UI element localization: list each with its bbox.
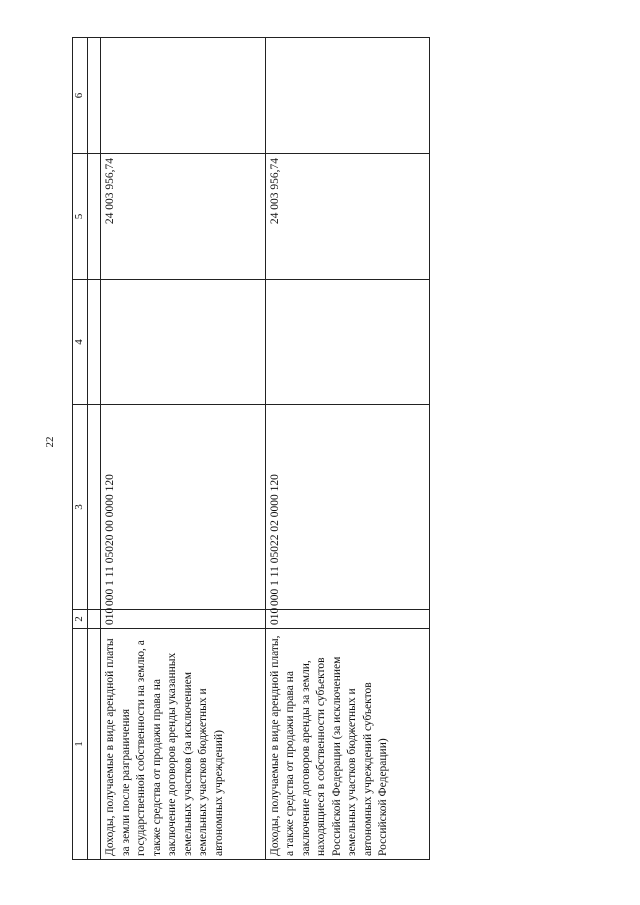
column-header-6: 6 [73, 38, 88, 154]
row-amount: 24 003 956,74 [101, 154, 266, 280]
row-budget-code: 000 1 11 05022 02 0000 120 [265, 405, 430, 610]
row-line-code: 010 [265, 610, 430, 629]
spacer-cell [88, 405, 101, 610]
report-table-wrapper [72, 38, 430, 860]
spacer-row [88, 38, 101, 860]
table-row [101, 38, 266, 860]
row-name: Доходы, получаемые в виде арендной платы, а также средства от продажи права на заключение договоров аренды за земли, находящиеся в собственности субъектов Российской Федерации (за исключением земельных участков бюджетных и автономных учреждений субъектов Российской Федерации) [265, 629, 430, 860]
row-line-code: 010 [101, 610, 266, 629]
spacer-cell [88, 280, 101, 405]
column-header-3: 3 [73, 405, 88, 610]
row-name: Доходы, получаемые в виде арендной платы за земли после разграничения государственной собственности на землю, а также средства от продажи права на заключение договоров аренды указанных земельных участков (за исключением земельных участков бюджетных и автономных учреждений) [101, 629, 266, 860]
row-col4-value [265, 280, 430, 405]
spacer-cell [88, 38, 101, 154]
row-budget-code: 000 1 11 05020 00 0000 120 [101, 405, 266, 610]
column-header-1: 1 [73, 629, 88, 860]
page-number: 22 [44, 436, 56, 448]
spacer-cell [88, 154, 101, 280]
revenue-table [72, 37, 430, 860]
row-col6-value [265, 38, 430, 154]
spacer-cell [88, 629, 101, 860]
spacer-cell [88, 610, 101, 629]
column-header-5: 5 [73, 154, 88, 280]
column-header-4: 4 [73, 280, 88, 405]
table-row [265, 38, 430, 860]
row-col4-value [101, 280, 266, 405]
row-col6-value [101, 38, 266, 154]
row-amount: 24 003 956,74 [265, 154, 430, 280]
column-number-row [73, 38, 88, 860]
column-header-2: 2 [73, 610, 88, 629]
